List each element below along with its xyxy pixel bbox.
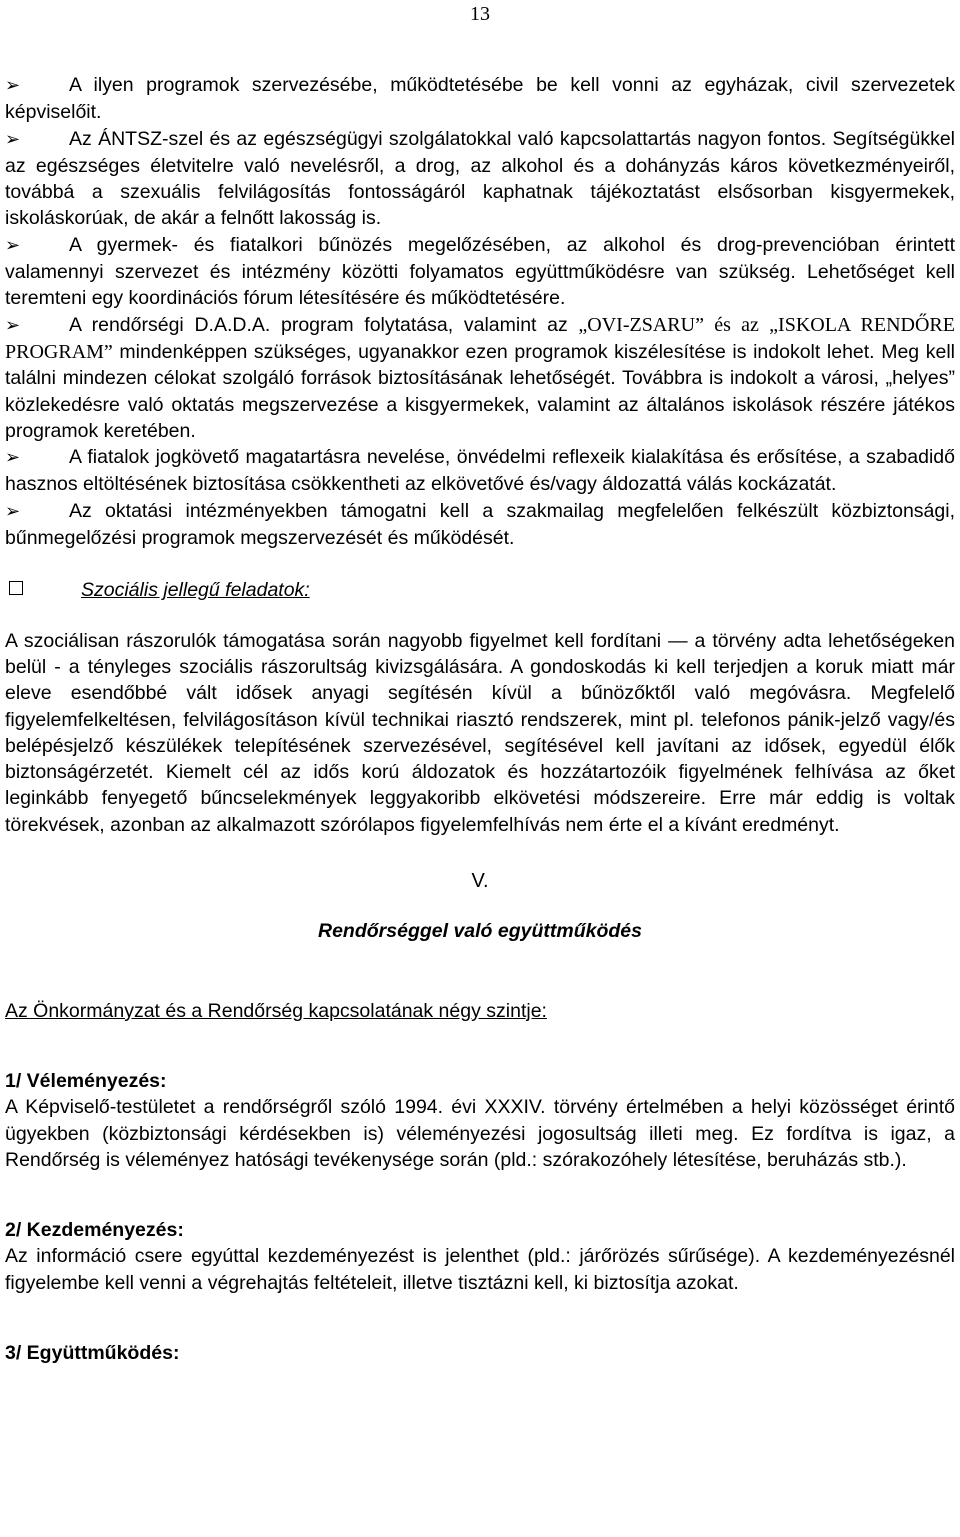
social-paragraph: A szociálisan rászorulók támogatása során nagyobb figyelmet kell fordítani — a törvény adta lehetőségeken belül - a tényleges szociális rászorultság kivizsgálására. A gondoskodás ki kell terjedjen a koruk miatt már eleve esendőbbé vált idősek anyagi segítésén kívül a bűnözőktől való megóvásra. Megfelelő figyelemfelkeltésen, felvilágosításon kívül technikai riasztó rendszerek, mint pl. telefonos pánik-jelző vagy/és belépésjelző készülékek telepítésének szervezésével, segítésével kell javítani az idősek, egyedül élők biztonságérzetét. Kiemelt cél az idős korú áldozatok és hozzátartozóik figyelmének felhívása az őket leginkább fenyegető bűncselekmények leggyakoribb elkövetési módszereire. Erre már eddig is voltak törekvések, azonban az alkalmazott szórólapos figyelemfelhívás nem érte el a kívánt eredményt. [5,629,955,836]
bullet-text: A ilyen programok szervezésébe, működtetésébe be kell vonni az egyházak, civil szervezetek képviselőit. [5,74,955,124]
social-heading-text: Szociális jellegű feladatok: [81,579,310,602]
level2-title: 2/ Kezdeményezés: [5,1219,184,1242]
arrow-bullet-icon: ➢ [5,500,21,522]
arrow-bullet-icon: ➢ [5,234,21,256]
bullet-text: Az oktatási intézményekben támogatni kell a szakmailag megfelelően felkészült közbiztonsági, bűnmegelőzési programok megszervezését és működését. [5,499,955,550]
level1-text: A Képviselő-testületet a rendőrségről szóló 1994. évi XXXIV. törvény értelmében a helyi közösséget érintő ügyekben (közbiztonsági kérdésekben is) véleményezési jogosultság illeti meg. Ez fordítva is igaz, a Rendőrség is véleményez hatósági tevékenysége során (pld.: szórakozóhely létesítése, beruházás stb.). [5,1096,955,1171]
bullet-text: mindenképpen szükséges, ugyanakkor ezen programok kiszélesítése is indokolt lehet. Meg kell találni mindezen célokat szolgáló források biztosításának lehetőségét. Továbbra is indokolt a városi, „helyes” közlekedésre való oktatás megszervezése a kisgyermekek, valamint az általános iskolások részére játékos programok keretében. [5,340,955,442]
page-number: 13 [470,3,490,25]
bullet-text: A gyermek- és fiatalkori bűnözés megelőzésében, az alkohol és drog-prevencióban érintett valamennyi szervezet és intézmény közötti folyamatos együttműködésre van szükség. Lehetőséget kell teremteni egy koordinációs fórum létesítésére és működtetésére. [5,233,955,310]
arrow-bullet-icon: ➢ [5,314,21,336]
level1-title: 1/ Véleményezés: [5,1069,167,1092]
chapter-number: V. [471,870,489,893]
document-body [5,72,955,1366]
bullet-item [5,232,955,312]
bullet-item [5,312,955,444]
arrow-bullet-icon: ➢ [5,75,21,96]
bullet-item [5,444,955,498]
arrow-bullet-icon: ➢ [5,447,21,469]
chapter-title: Rendőrséggel való együttműködés [318,920,642,943]
bullet-text: A fiatalok jogkövető magatartásra nevelése, önvédelmi reflexeik kialakítása és erősítése, a szabadidő hasznos eltöltésének biztosítása csökkentheti az elkövetővé és/vagy áldozattá válás kockázatát. [5,446,955,496]
bullet-item [5,126,955,232]
levels-heading-text: Az Önkormányzat és a Rendőrség kapcsolatának négy szintje: [5,999,547,1022]
section-heading-social [5,577,955,603]
level3-title: 3/ Együttműködés: [5,1341,180,1364]
program-names: „OVI-ZSARU” és az „ISKOLA RENDŐRE PROGRAM” [5,313,955,363]
bullet-text: A rendőrségi D.A.D.A. program folytatása, valamint az [69,313,579,336]
levels-heading [5,998,955,1024]
arrow-bullet-icon: ➢ [5,128,21,150]
level2-text: Az információ csere egyúttal kezdeményezést is jelenthet (pld.: járőrözés sűrűsége). A kezdeményezésnél figyelembe kell venni a végrehajtás feltételeit, illetve tisztázni kell, ki biztosítja azokat. [5,1245,955,1294]
bullet-item [5,498,955,552]
bullet-text: Az ÁNTSZ-szel és az egészségügyi szolgálatokkal való kapcsolattartás nagyon fontos. Segítségükkel az egészséges életvitelre való nevelésről, a drog, az alkohol és a dohányzás káros következményeiről, továbbá a szexuális felvilágosítás fontosságáról kaphatnak tájékoztatást elsősorban kisgyermekek, iskoláskorúak, de akár a felnőtt lakosság is. [5,127,955,230]
checkbox-bullet-icon [9,581,23,595]
bullet-item [5,72,955,126]
